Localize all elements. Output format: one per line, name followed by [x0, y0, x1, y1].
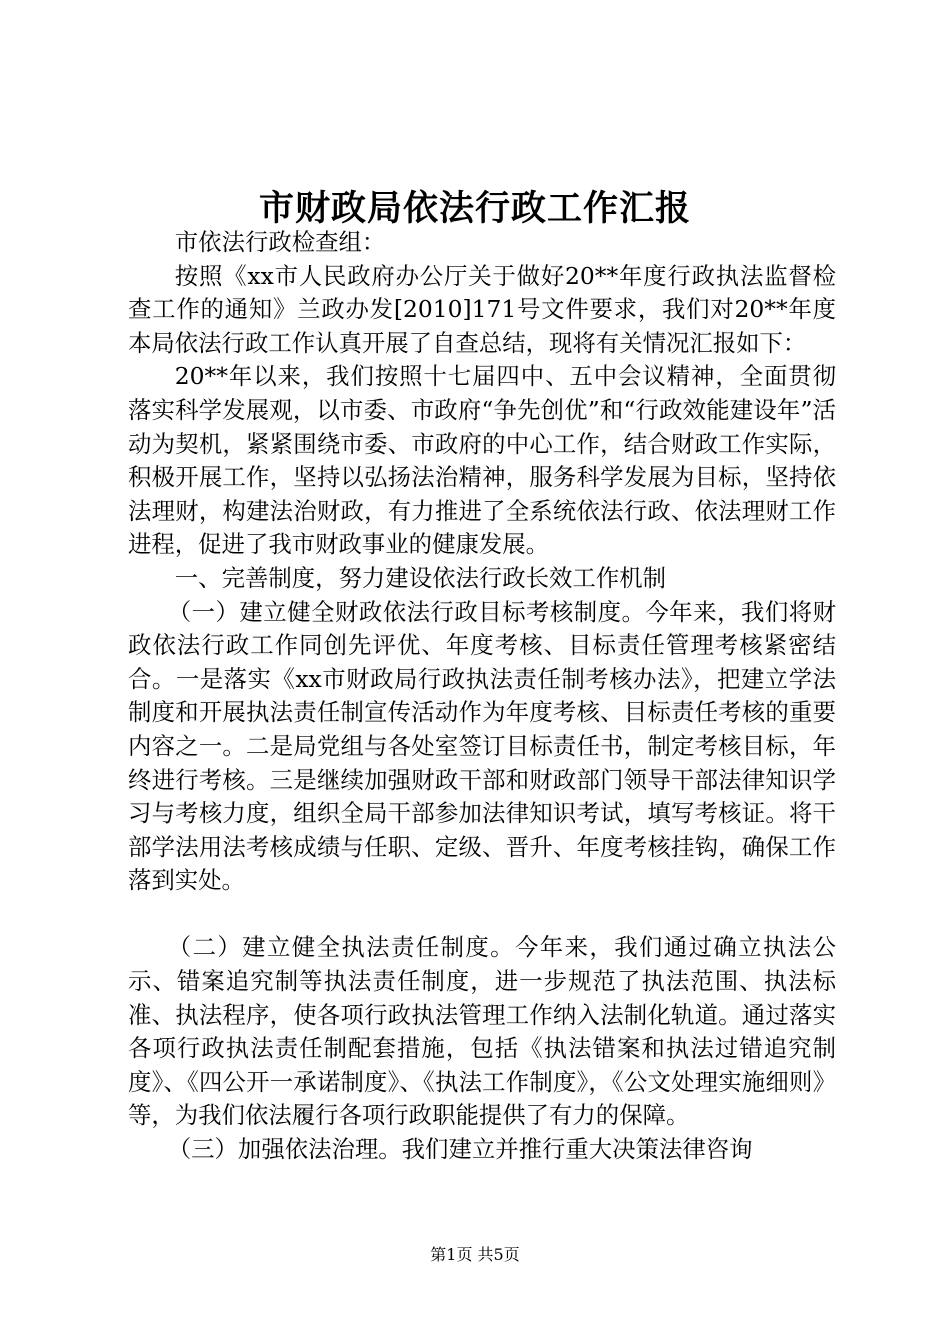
- page-footer: 第1页 共5页: [430, 1245, 520, 1264]
- paragraph-intro: 按照《xx市人民政府办公厅关于做好20**年度行政执法监督检查工作的通知》兰政办发[2010]171号文件要求，我们对20**年度本局依法行政工作认真开展了自查总结，现将有关情况汇报如下：: [128, 261, 836, 357]
- document-title: 市财政局依法行政工作汇报: [258, 188, 691, 229]
- section-heading-1: 一、完善制度，努力建设依法行政长效工作机制: [174, 563, 666, 592]
- paragraph-subsection-1: （一）建立健全财政依法行政目标考核制度。今年来，我们将财政依法行政工作同创先评优、年度考核、目标责任管理考核紧密结合。一是落实《xx市财政局行政执法责任制考核办法》，把建立学法制度和开展执法责任制宣传活动作为年度考核、目标责任考核的重要内容之一。二是局党组与各处室签订目标责任书，制定考核目标，年终进行考核。三是继续加强财政干部和财政部门领导干部法律知识学习与考核力度，组织全局干部参加法律知识考试，填写考核证。将干部学法用法考核成绩与任职、定级、晋升、年度考核挂钩，确保工作落到实处。: [128, 597, 836, 895]
- paragraph-overview: 20**年以来，我们按照十七届四中、五中会议精神，全面贯彻落实科学发展观，以市委、市政府“争先创优”和“行政效能建设年”活动为契机，紧紧围绕市委、市政府的中心工作，结合财政工作实际，积极开展工作，坚持以弘扬法治精神，服务科学发展为目标，坚持依法理财，构建法治财政，有力推进了全系统依法行政、依法理财工作进程，促进了我市财政事业的健康发展。: [128, 362, 836, 559]
- salutation: 市依法行政检查组：: [174, 228, 386, 256]
- paragraph-subsection-3: （三）加强依法治理。我们建立并推行重大决策法律咨询: [167, 1135, 753, 1164]
- document-body: [128, 226, 836, 1167]
- paragraph-subsection-2: （二）建立健全执法责任制度。今年来，我们通过确立执法公示、错案追究制等执法责任制度，进一步规范了执法范围、执法标准、执法程序，使各项行政执法管理工作纳入法制化轨道。通过落实各项行政执法责任制配套措施，包括《执法错案和执法过错追究制度》、《四公开一承诺制度》、《执法工作制度》，《公文处理实施细则》等，为我们依法履行各项行政职能提供了有力的保障。: [128, 933, 836, 1130]
